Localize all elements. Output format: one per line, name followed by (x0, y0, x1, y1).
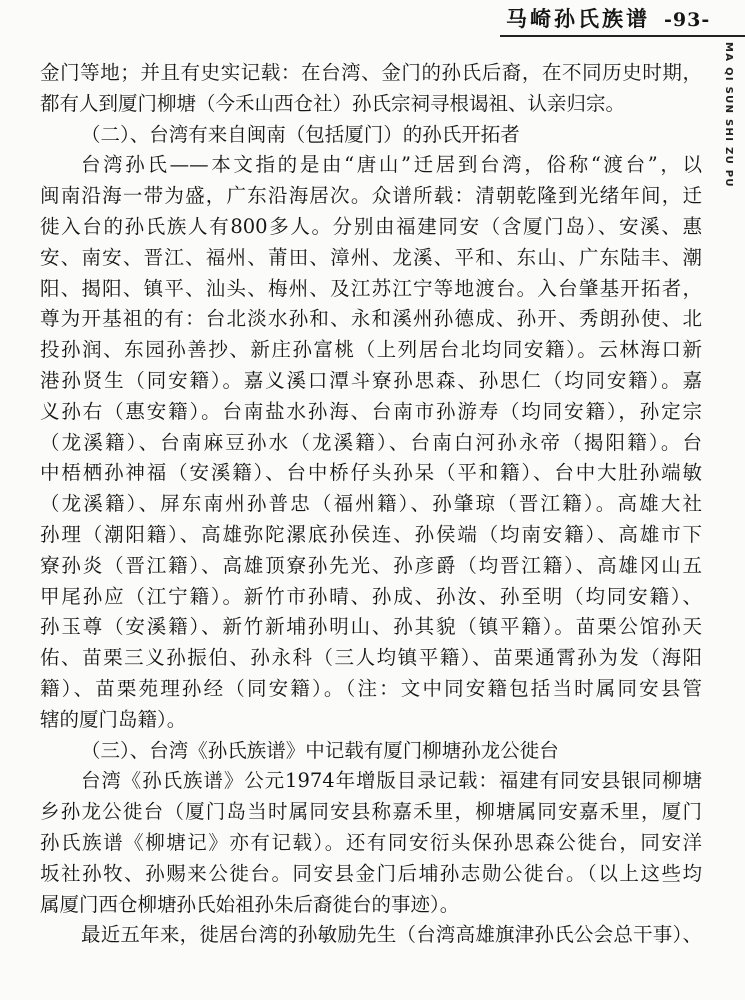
text-line: 中梧栖孙神福（安溪籍）、台中桥仔头孙呆（平和籍）、台中大肚孙端敏 (40, 461, 702, 485)
section-heading: （三）、台湾《孙氏族谱》中记载有厦门柳塘孙龙公徙台 (81, 738, 559, 762)
text-line: 孙理（潮阳籍）、高雄弥陀漯底孙侯连、孙侯端（均南安籍）、高雄市下 (40, 522, 702, 546)
text-line: 台湾《孙氏族谱》公元1974年增版目录记载：福建有同安县银同柳塘 (81, 769, 702, 793)
text-line: 金门等地；并且有史实记载：在台湾、金门的孙氏后裔，在不同历史时期， (40, 61, 702, 84)
text-line: 乡孙龙公徙台（厦门岛当时属同安县称嘉禾里，柳塘属同安嘉禾里，厦门 (40, 800, 702, 824)
text-line: 属厦门西仓柳塘孙氏始祖孙朱后裔徙台的事迹）。 (40, 892, 460, 916)
text-line: 义孙右（惠安籍）。台南盐水孙海、台南市孙游寿（均同安籍），孙定宗 (40, 399, 702, 423)
text-line: 最近五年来，徙居台湾的孙敏励先生（台湾高雄旗津孙氏公会总干事）、 (81, 923, 702, 947)
text-line: （龙溪籍）、台南麻豆孙水（龙溪籍）、台南白河孙永帝（揭阳籍）。台 (40, 430, 702, 454)
text-line: （龙溪籍）、屏东南州孙普忠（福州籍）、孙肇琼（晋江籍）。高雄大社 (40, 492, 702, 516)
section-heading: （二）、台湾有来自闽南（包括厦门）的孙氏开拓者 (81, 122, 520, 146)
running-header-title: 马崎孙氏族谱 (506, 6, 650, 31)
text-line: 阳、揭阳、镇平、汕头、梅州、及江苏江宁等地渡台。入台肇基开拓者， (40, 276, 702, 300)
text-line: 闽南沿海一带为盛，广东沿海居次。众谱所载：清朝乾隆到光绪年间，迁 (40, 184, 702, 208)
text-body (40, 58, 702, 951)
text-line: 都有人到厦门柳塘（今禾山西仓社）孙氏宗祠寻根谒祖、认亲归宗。 (40, 91, 626, 115)
text-line: 籍）、苗栗苑理孙经（同安籍）。（注：文中同安籍包括当时属同安县管 (40, 676, 702, 700)
text-line: 寮孙炎（晋江籍）、高雄顶寮孙先光、孙彦爵（均晋江籍）、高雄冈山五 (40, 553, 702, 577)
text-line: 投孙润、东园孙善抄、新庄孙富桃（上列居台北均同安籍）。云林海口新 (40, 338, 702, 362)
header-rule (500, 35, 745, 37)
text-line: 安、南安、晋江、福州、莆田、漳州、龙溪、平和、东山、广东陆丰、潮 (40, 245, 702, 269)
text-line: 辖的厦门岛籍）。 (40, 707, 187, 731)
side-romanization: MA QI SUN SHI ZU PU (723, 42, 734, 188)
text-line: 徙入台的孙氏族人有800多人。分别由福建同安（含厦门岛）、安溪、惠 (40, 214, 702, 238)
text-line: 港孙贤生（同安籍）。嘉义溪口潭斗寮孙思森、孙思仁（均同安籍）。嘉 (40, 368, 702, 392)
text-line: 坂社孙牧、孙赐来公徙台。同安县金门后埔孙志勋公徙台。（以上这些均 (40, 861, 702, 885)
text-line: 佑、苗栗三义孙振伯、孙永科（三人均镇平籍）、苗栗通霄孙为发（海阳 (40, 646, 702, 670)
text-line: 台湾孙氏——本文指的是由“唐山”迁居到台湾，俗称“渡台”，以 (81, 153, 702, 177)
text-line: 孙氏族谱《柳塘记》亦有记载）。还有同安衍头保孙思森公徙台，同安洋 (40, 830, 702, 854)
page-number: -93- (664, 9, 711, 31)
text-line: 尊为开基祖的有：台北淡水孙和、永和溪州孙德成、孙开、秀朗孙使、北 (40, 307, 702, 331)
text-line: 甲尾孙应（江宁籍）。新竹市孙晴、孙成、孙汝、孙至明（均同安籍）、 (40, 584, 702, 608)
text-line: 孙玉尊（安溪籍）、新竹新埔孙明山、孙其貌（镇平籍）。苗栗公馆孙天 (40, 615, 702, 639)
